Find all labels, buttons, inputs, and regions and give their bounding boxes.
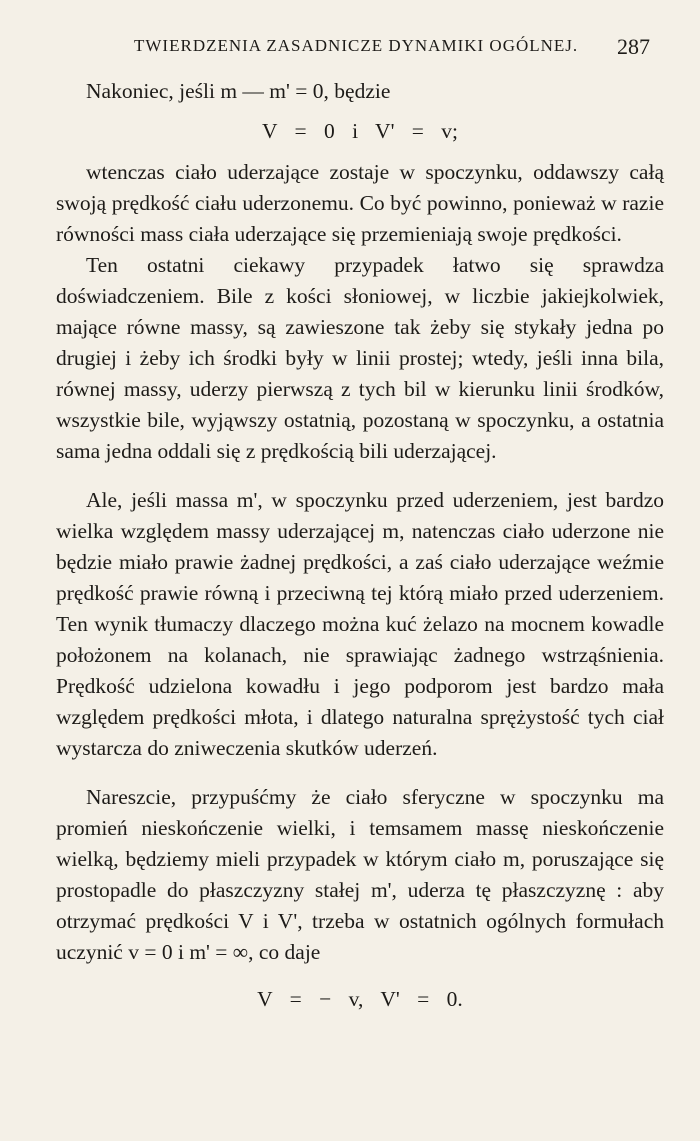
paragraph-2: Ten ostatni ciekawy przypadek łatwo się sprawdza doświadczeniem. Bile z kości słoniowej, w liczbie jakiejkolwiek, mające równe massy, są zawieszone tak żeby się stykały jedna po drugiej i żeby ich środki były w linii prostej; wtedy, jeśli inna bila, równej massy, uderzy pierwszą z tych bil w kierunku linii środków, wszystkie bile, wyjąwszy ostatnią, pozostaną w spoczynku, a ostatnia sama jedna oddali się z prędkością bili uderzającej. bbox=[56, 253, 664, 463]
running-header bbox=[134, 36, 650, 60]
paragraph-4: Nareszcie, przypuśćmy że ciało sferyczne w spoczynku ma promień nieskończenie wielki, i temsamem massę nieskończenie wielką, będziemy mieli przypadek w którym ciało m, poruszające się prostopadle do płaszczyzny stałej m', uderza tę płaszczyznę : aby otrzymać prędkości V i V', trzeba w ostatnich ogólnych formułach uczynić v = 0 i m' = ∞, co daje bbox=[56, 785, 664, 964]
paragraph-3: Ale, jeśli massa m', w spoczynku przed uderzeniem, jest bardzo wielka względem massy uderzającej m, natenczas ciało uderzone nie będzie miało prawie żadnej prędkości, a zaś ciało uderzające weźmie prędkość prawie równą i przeciwną tej którą miało przed uderzeniem. Ten wynik tłumaczy dlaczego można kuć żelazo na mocnem kowadle położonem na kolanach, nie sprawiając żadnego wstrząśnienia. Prędkość udzielona kowadłu i jego podporom jest bardzo mała względem prędkości młota, i dlatego naturalna sprężystość tych ciał wystarcza do zniweczenia skutków uderzeń. bbox=[56, 488, 664, 760]
paragraph-gap bbox=[56, 467, 664, 485]
paragraph-gap bbox=[56, 764, 664, 782]
final-equation: V = − v, V' = 0. bbox=[257, 987, 463, 1011]
page-number: 287 bbox=[617, 34, 650, 59]
intro-line: Nakoniec, jeśli m — m' = 0, będzie bbox=[86, 79, 391, 103]
header-title: TWIERDZENIA ZASADNICZE DYNAMIKI OGÓLNEJ. bbox=[134, 36, 579, 55]
main-text bbox=[56, 76, 664, 1025]
equation-line: V = 0 i V' = v; bbox=[261, 119, 459, 143]
paragraph-1: wtenczas ciało uderzające zostaje w spoczynku, oddawszy całą swoją prędkość ciału uderzonemu. Co być powinno, ponieważ w razie równości mass ciała uderzające się przemieniają swoje prędkości. bbox=[56, 160, 664, 246]
